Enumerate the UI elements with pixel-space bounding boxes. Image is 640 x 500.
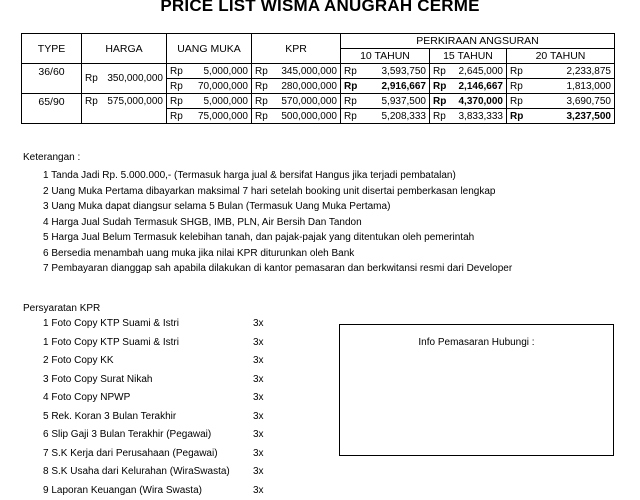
- kpr-cell: Rp 345,000,000: [252, 64, 341, 79]
- info-pemasaran-label: Info Pemasaran Hubungi :: [340, 337, 613, 348]
- angsuran-15-cell: Rp 3,833,333: [430, 109, 507, 124]
- persyaratan-list: [43, 315, 273, 500]
- qty-label: 3x: [253, 371, 264, 390]
- header-uang-muka: UANG MUKA: [167, 34, 252, 64]
- angsuran-15-cell: Rp 2,645,000: [430, 64, 507, 79]
- qty-label: 3x: [253, 482, 264, 500]
- list-item: 4 Harga Jual Sudah Termasuk SHGB, IMB, PLN, Air Bersih Dan Tandon: [43, 215, 512, 231]
- list-item: 6 Slip Gaji 3 Bulan Terakhir (Pegawai) 3x: [43, 426, 273, 445]
- price-table: [21, 33, 615, 124]
- list-item: 5 Rek. Koran 3 Bulan Terakhir 3x: [43, 408, 273, 427]
- table-row: [22, 64, 615, 79]
- type-cell: 36/60: [22, 64, 82, 94]
- list-item: 3 Uang Muka dapat diangsur selama 5 Bulan (Termasuk Uang Muka Pertama): [43, 199, 512, 215]
- list-item: 7 Pembayaran dianggap sah apabila dilakukan di kantor pemasaran dan berkwitansi resmi dari Developer: [43, 261, 512, 277]
- type-cell: 65/90: [22, 94, 82, 124]
- angsuran-15-cell: Rp 2,146,667: [430, 79, 507, 94]
- qty-label: 3x: [253, 315, 264, 334]
- qty-label: 3x: [253, 389, 264, 408]
- list-item: 2 Uang Muka Pertama dibayarkan maksimal 7 hari setelah booking unit disertai pemberkasan lengkap: [43, 184, 512, 200]
- list-item: 1 Foto Copy KTP Suami & Istri 3x: [43, 334, 273, 353]
- kpr-cell: Rp 570,000,000: [252, 94, 341, 109]
- angsuran-10-cell: Rp 2,916,667: [341, 79, 430, 94]
- list-item: 1 Tanda Jadi Rp. 5.000.000,- (Termasuk harga jual & bersifat Hangus jika terjadi pembatalan): [43, 168, 512, 184]
- keterangan-title: Keterangan :: [23, 152, 80, 163]
- list-item: 3 Foto Copy Surat Nikah 3x: [43, 371, 273, 390]
- kpr-cell: Rp 280,000,000: [252, 79, 341, 94]
- qty-label: 3x: [253, 445, 264, 464]
- header-10-tahun: 10 TAHUN: [341, 49, 430, 64]
- header-perkiraan: PERKIRAAN ANGSURAN: [341, 34, 615, 49]
- list-item: 7 S.K Kerja dari Perusahaan (Pegawai) 3x: [43, 445, 273, 464]
- page-title: PRICE LIST WISMA ANUGRAH CERME: [0, 0, 640, 16]
- list-item: 5 Harga Jual Belum Termasuk kelebihan tanah, dan pajak-pajak yang ditentukan oleh pemerintah: [43, 230, 512, 246]
- list-item: 9 Laporan Keuangan (Wira Swasta) 3x: [43, 482, 273, 500]
- qty-label: 3x: [253, 408, 264, 427]
- list-item: 4 Foto Copy NPWP 3x: [43, 389, 273, 408]
- uang-muka-cell: Rp 75,000,000: [167, 109, 252, 124]
- header-15-tahun: 15 TAHUN: [430, 49, 507, 64]
- uang-muka-cell: Rp 5,000,000: [167, 94, 252, 109]
- angsuran-20-cell: Rp 3,237,500: [507, 109, 615, 124]
- angsuran-10-cell: Rp 3,593,750: [341, 64, 430, 79]
- header-harga: HARGA: [82, 34, 167, 64]
- angsuran-10-cell: Rp 5,208,333: [341, 109, 430, 124]
- kpr-cell: Rp 500,000,000: [252, 109, 341, 124]
- harga-cell: Rp 575,000,000: [82, 94, 167, 124]
- persyaratan-title: Persyaratan KPR: [23, 303, 100, 314]
- list-item: 8 S.K Usaha dari Kelurahan (WiraSwasta) 3x: [43, 463, 273, 482]
- uang-muka-cell: Rp 70,000,000: [167, 79, 252, 94]
- header-20-tahun: 20 TAHUN: [507, 49, 615, 64]
- angsuran-15-cell: Rp 4,370,000: [430, 94, 507, 109]
- list-item: 1 Foto Copy KTP Suami & Istri 3x: [43, 315, 273, 334]
- qty-label: 3x: [253, 463, 264, 482]
- angsuran-20-cell: Rp 1,813,000: [507, 79, 615, 94]
- qty-label: 3x: [253, 352, 264, 371]
- qty-label: 3x: [253, 426, 264, 445]
- angsuran-20-cell: Rp 3,690,750: [507, 94, 615, 109]
- header-type: TYPE: [22, 34, 82, 64]
- harga-cell: Rp 350,000,000: [82, 64, 167, 94]
- info-pemasaran-box: [339, 324, 614, 456]
- angsuran-20-cell: Rp 2,233,875: [507, 64, 615, 79]
- list-item: 2 Foto Copy KK 3x: [43, 352, 273, 371]
- keterangan-list: [43, 168, 512, 277]
- list-item: 6 Bersedia menambah uang muka jika nilai KPR diturunkan oleh Bank: [43, 246, 512, 262]
- header-kpr: KPR: [252, 34, 341, 64]
- uang-muka-cell: Rp 5,000,000: [167, 64, 252, 79]
- angsuran-10-cell: Rp 5,937,500: [341, 94, 430, 109]
- qty-label: 3x: [253, 334, 264, 353]
- table-row: [22, 94, 615, 109]
